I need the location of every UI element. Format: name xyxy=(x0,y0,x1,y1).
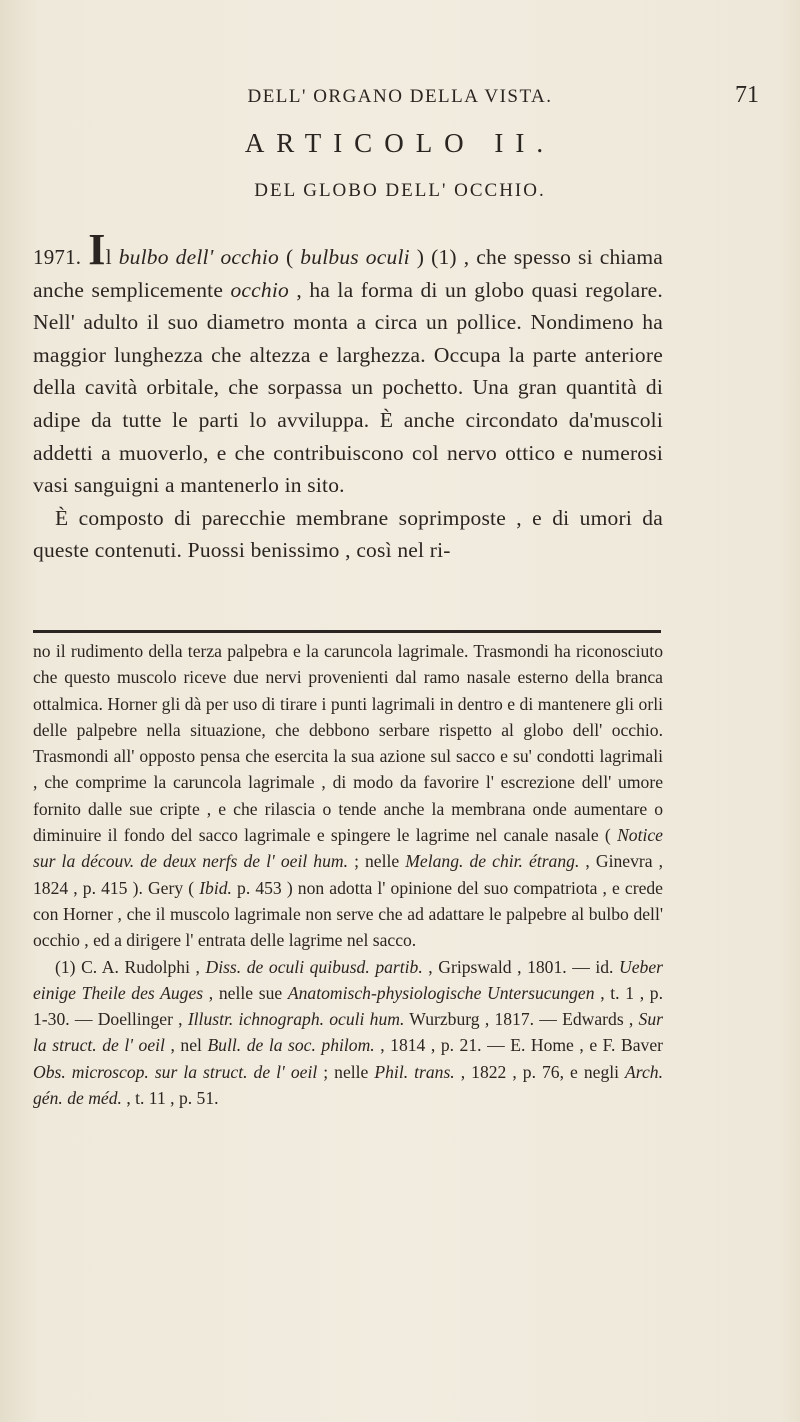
italic-term: bulbo dell' occhio xyxy=(118,245,279,269)
citation-title: Arch. gén. de méd. xyxy=(33,1061,663,1109)
footnotes xyxy=(33,638,663,1111)
footnote-rule xyxy=(33,630,661,633)
page-number: 71 xyxy=(735,82,759,108)
citation-title: Illustr. ichnograph. oculi hum. xyxy=(187,1009,405,1030)
paragraph-number: 1971. xyxy=(33,245,82,269)
citation-title: Diss. de oculi quibusd. partib. xyxy=(205,956,423,977)
footnote-1 xyxy=(33,954,663,1112)
citation-title: Obs. microscop. sur la struct. de l' oeil xyxy=(33,1061,318,1082)
footnote-text: Wurzburg , 1817. — Edwards , xyxy=(404,1009,639,1030)
footnote-text: , nel xyxy=(164,1035,208,1056)
footnote-text: , t. 11 , p. 51. xyxy=(121,1088,219,1109)
footnote-text: no il rudimento della terza palpebra e la caruncola lagrimale. Trasmondi ha riconosciuto che questo muscolo riceve due nervi provenienti dal ramo nasale esterno della branca ottalmica. Horner gli dà per uso di tirare i punti lagrimali in dentro e di mantenere gli orli delle palpebre nella situazione, che debbono serbare rispetto al globo dell' occhio. Trasmondi all' opposto pensa che esercita la sua azione sul sacco e su' condotti lagrimali , che comprime la caruncola lagrimale , di modo da favorire l' escrezione dell' umore fornito dalle sue cripte , e che rilascia o tende anche la membrana onde aumentare o diminuire il fondo del sacco lagrimale e spingere le lagrime nel canale nasale ( xyxy=(33,641,663,846)
footnote-text: , Gripswald , 1801. — id. xyxy=(422,956,620,977)
footnote-text: ; nelle xyxy=(348,851,406,872)
article-title: ARTICOLO II. xyxy=(244,128,556,158)
paragraph-1971 xyxy=(33,225,664,502)
footnote-text: , Ginevra , 1824 , p. 415 ). Gery ( xyxy=(33,851,663,898)
drop-cap: I xyxy=(88,225,106,274)
footnote-continuation xyxy=(33,638,663,954)
footnote-text: ; nelle xyxy=(317,1061,375,1082)
citation-title: Notice sur la découv. de deux nerfs de l' oeil hum. xyxy=(33,825,663,872)
footnote-text: (1) C. A. Rudolphi , xyxy=(55,956,206,977)
footnote-text: , 1814 , p. 21. — E. Home , e F. Baver xyxy=(374,1035,663,1056)
footnote-text: p. 453 ) non adotta l' opinione del suo compatriota , e crede con Horner , che il muscolo lagrimale non serve che ad adattare le palpebre al bulbo dell' occhio , ed a dirigere l' entrata delle lagrime nel sacco. xyxy=(33,877,663,951)
running-head: DELL' ORGANO DELLA VISTA. xyxy=(247,86,553,107)
footnote-text: , 1822 , p. 76, e negli xyxy=(454,1061,626,1082)
citation-title: Ibid. xyxy=(199,877,232,898)
citation-title: Sur la struct. de l' oeil xyxy=(33,1009,663,1056)
italic-term: occhio xyxy=(230,277,289,302)
citation-title: Melang. de chir. étrang. xyxy=(405,851,580,872)
paragraph-text: , ha la forma di un globo quasi regolare. Nell' adulto il suo diametro monta a circa un pollice. Nondimeno ha maggior lunghezza che altezza e larghezza. Occupa la parte anteriore della cavità orbitale, che sorpassa un pochetto. Una gran quantità di adipe da tutte le parti lo avviluppa. È anche circondato da'muscoli addetti a muoverlo, e che contribuiscono col nervo ottico e numerosi vasi sanguigni a mantenerlo in sito. xyxy=(33,277,664,498)
paragraph-text: l xyxy=(105,245,119,269)
italic-term: bulbus oculi xyxy=(300,245,410,269)
citation-title: Bull. de la soc. philom. xyxy=(207,1035,375,1056)
footnote-text: , nelle sue xyxy=(203,982,288,1003)
main-text xyxy=(33,225,664,567)
citation-title: Phil. trans. xyxy=(374,1061,455,1082)
footnote-text: , t. 1 , p. 1-30. — Doellinger , xyxy=(33,982,663,1030)
citation-title: Ueber einige Theile des Auges xyxy=(33,956,663,1003)
section-title: DEL GLOBO DELL' OCCHIO. xyxy=(254,180,546,201)
paragraph-text: ) (1) , che spesso si chiama anche semplicemente xyxy=(33,245,664,302)
paragraph-2: È composto di parecchie membrane soprimposte , e di umori da queste contenuti. Puossi benissimo , così nel ri- xyxy=(33,505,663,563)
paragraph-text: ( xyxy=(278,245,301,269)
citation-title: Anatomisch-physiologische Untersucungen xyxy=(287,982,595,1003)
